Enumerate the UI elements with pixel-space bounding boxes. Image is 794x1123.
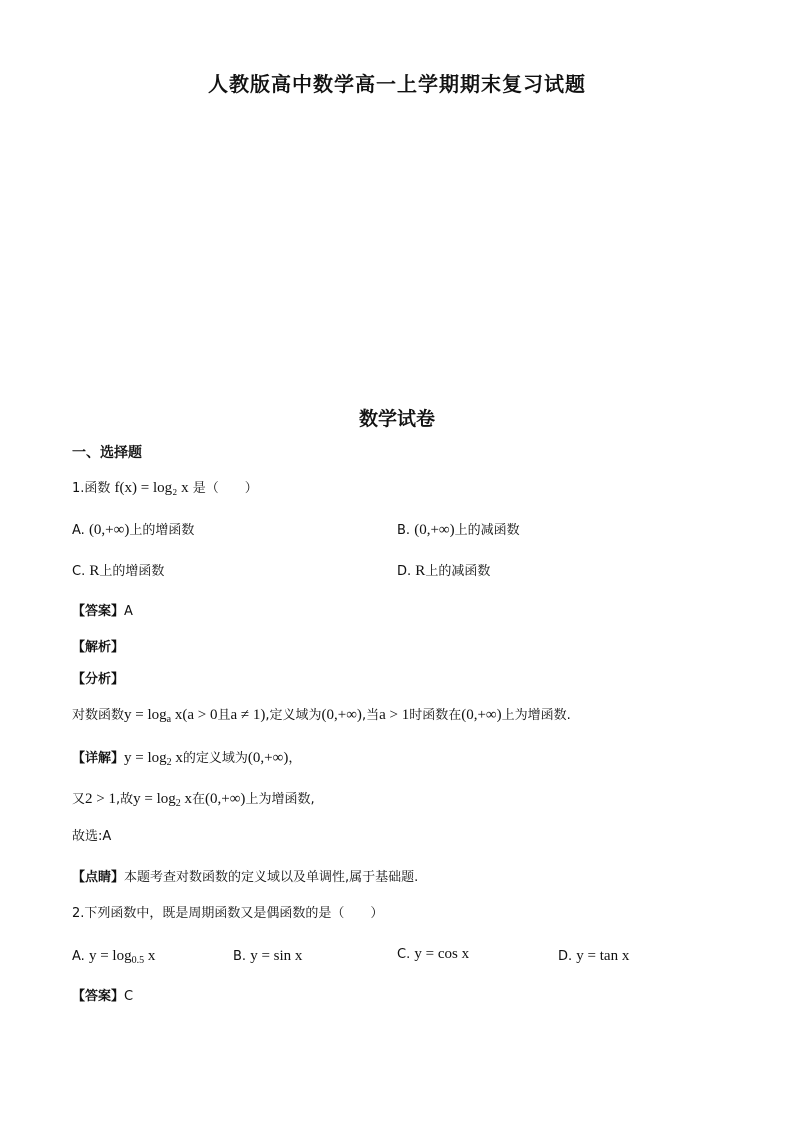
question-2-stem: 2.下列函数中，既是周期函数又是偶函数的是（ ） [72, 906, 384, 921]
question-1-answer: 【答案】A [72, 604, 133, 619]
question-1-analysis: 对数函数$y = \log_a x(a > 0$且a ≠ 1),定义域为(0,+∞),当a > 1时函数在(0,+∞)上为增函数. [72, 707, 571, 725]
question-1-detail-continued: 又2 > 1,故$y = \log_2 x$在(0,+∞)上为增函数, [72, 791, 315, 809]
question-1-stem: 1.函数 f(x) = log₂ x 是（ ） [72, 480, 258, 496]
exam-subtitle: 数学试卷 [358, 408, 435, 430]
question-1-expression: f(x) = log₂ x [114, 480, 189, 496]
question-2-option-d: D. y = tan x [558, 948, 630, 964]
question-1-option-a: A. (0,+∞)上的增函数 [72, 522, 195, 538]
question-1-jiexi-label: 【解析】 [72, 640, 125, 655]
question-1-option-c: C. R上的增函数 [72, 563, 165, 579]
question-2-option-c: C. y = cos x [397, 946, 470, 962]
question-1-detail: 【详解】$y = \log_2 x$的定义域为(0,+∞)， [72, 750, 302, 768]
question-1-option-d: D. R上的减函数 [397, 563, 491, 579]
question-2-option-b: B. y = sin x [233, 948, 303, 964]
question-2-option-a: A. $y = \log_{0.5} x$ [72, 948, 156, 966]
question-1-option-b: B. (0,+∞)上的减函数 [397, 522, 520, 538]
question-1-fenxi-label: 【分析】 [72, 672, 125, 687]
section-heading: 一、选择题 [72, 445, 142, 461]
question-1-choice: 故选:A [72, 829, 112, 844]
question-1-comment: 【点睛】本题考查对数函数的定义域以及单调性,属于基础题. [72, 870, 419, 885]
document-title: 人教版高中数学高一上学期期末复习试题 [208, 72, 586, 96]
question-2-answer: 【答案】C [72, 989, 134, 1004]
